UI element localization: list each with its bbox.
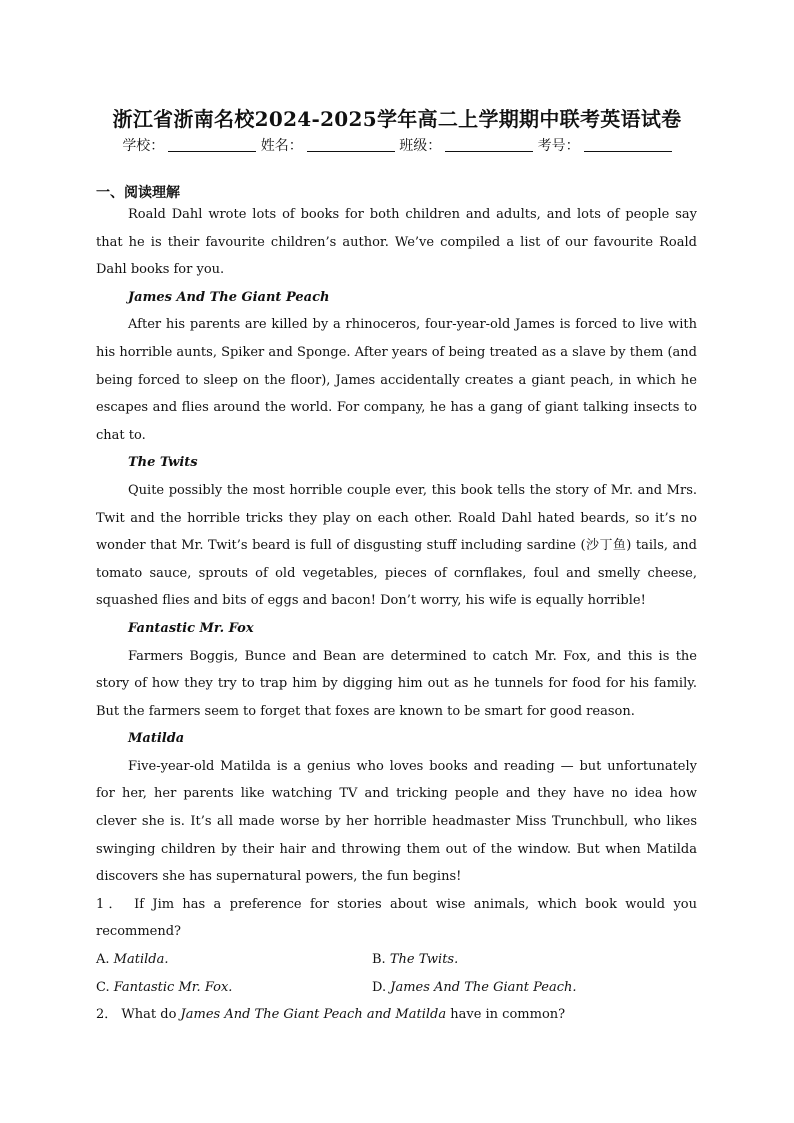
class-blank[interactable] <box>445 137 533 152</box>
name-blank[interactable] <box>307 137 395 152</box>
question-1-number: 1． <box>96 896 126 912</box>
book-title-1: James And The Giant Peach <box>128 289 330 305</box>
option-a[interactable] <box>96 946 372 974</box>
option-d[interactable] <box>372 974 648 1002</box>
intro-paragraph: Roald Dahl wrote lots of books for both children and adults, and lots of people say that he is their favourite children’s author. We’ve compiled a list of our favourite Roald Dahl books for you. <box>96 207 697 278</box>
option-b-text: The Twits. <box>389 952 459 968</box>
class-label: 班级： <box>399 138 442 154</box>
question-1-options-row-2 <box>96 974 697 1002</box>
option-c[interactable] <box>96 974 372 1002</box>
option-b[interactable] <box>372 946 648 974</box>
option-c-text: Fantastic Mr. Fox. <box>113 979 233 995</box>
book-text-2: Quite possibly the most horrible couple ever, this book tells the story of Mr. and Mrs. Twit and the horrible tricks they play on each other. Roald Dahl hated beards, so it’s no wonder that Mr. Twit’s beard is full of disgusting stuff including sardine (沙丁鱼) tails, and tomato sauce, sprouts of old vegetables, pieces of cornflakes, foul and smelly cheese, squashed flies and bits of eggs and bacon! Don’t worry, his wife is equally horrible! <box>96 482 697 609</box>
question-1 <box>96 891 697 946</box>
student-info-line <box>0 135 794 155</box>
section-heading: 一、阅读理解 <box>96 185 180 201</box>
page-title: 浙江省浙南名校2024-2025学年高二上学期期中联考英语试卷 <box>112 107 682 131</box>
question-2-italic: James And The Giant Peach and Matilda <box>180 1007 447 1023</box>
reading-passage <box>96 201 697 1029</box>
exam-number-blank[interactable] <box>584 137 672 152</box>
question-1-options-row-1 <box>96 946 697 974</box>
book-text-3: Farmers Boggis, Bunce and Bean are determined to catch Mr. Fox, and this is the story of how they try to trap him by digging him out as he tunnels for food for his family. But the farmers seem to forget that foxes are known to be smart for good reason. <box>96 648 697 719</box>
question-2 <box>96 1001 697 1029</box>
option-a-text: Matilda. <box>113 952 169 968</box>
book-text-1: After his parents are killed by a rhinoceros, four-year-old James is forced to live with his horrible aunts, Spiker and Sponge. After years of being treated as a slave by them (and being forced to sleep on the floor), James accidentally creates a giant peach, in which he escapes and flies around the world. For company, he has a gang of giant talking insects to chat to. <box>96 317 697 443</box>
book-title-3: Fantastic Mr. Fox <box>128 620 254 636</box>
school-label: 学校： <box>122 138 165 154</box>
book-title-4: Matilda <box>128 731 185 747</box>
option-d-letter: D. <box>372 979 391 995</box>
question-2-pre: What do <box>121 1007 181 1023</box>
option-c-letter: C. <box>96 979 114 995</box>
option-a-letter: A. <box>96 952 114 968</box>
school-blank[interactable] <box>168 137 256 152</box>
book-text-4: Five-year-old Matilda is a genius who loves books and reading — but unfortunately for her, her parents like watching TV and tricking people and they have no idea how clever she is. It’s all made worse by her horrible headmaster Miss Trunchbull, who likes swinging children by their hair and throwing them out of the window. But when Matilda discovers she has supernatural powers, the fun begins! <box>96 758 697 885</box>
exam-number-label: 考号： <box>537 138 580 154</box>
option-d-text: James And The Giant Peach. <box>390 979 577 995</box>
question-2-post: have in common? <box>446 1007 566 1023</box>
question-2-number: 2． <box>96 1007 118 1023</box>
question-1-text: If Jim has a preference for stories about wise animals, which book would you recommend? <box>96 896 698 940</box>
name-label: 姓名： <box>260 138 303 154</box>
book-title-2: The Twits <box>128 455 198 471</box>
option-b-letter: B. <box>372 952 390 968</box>
